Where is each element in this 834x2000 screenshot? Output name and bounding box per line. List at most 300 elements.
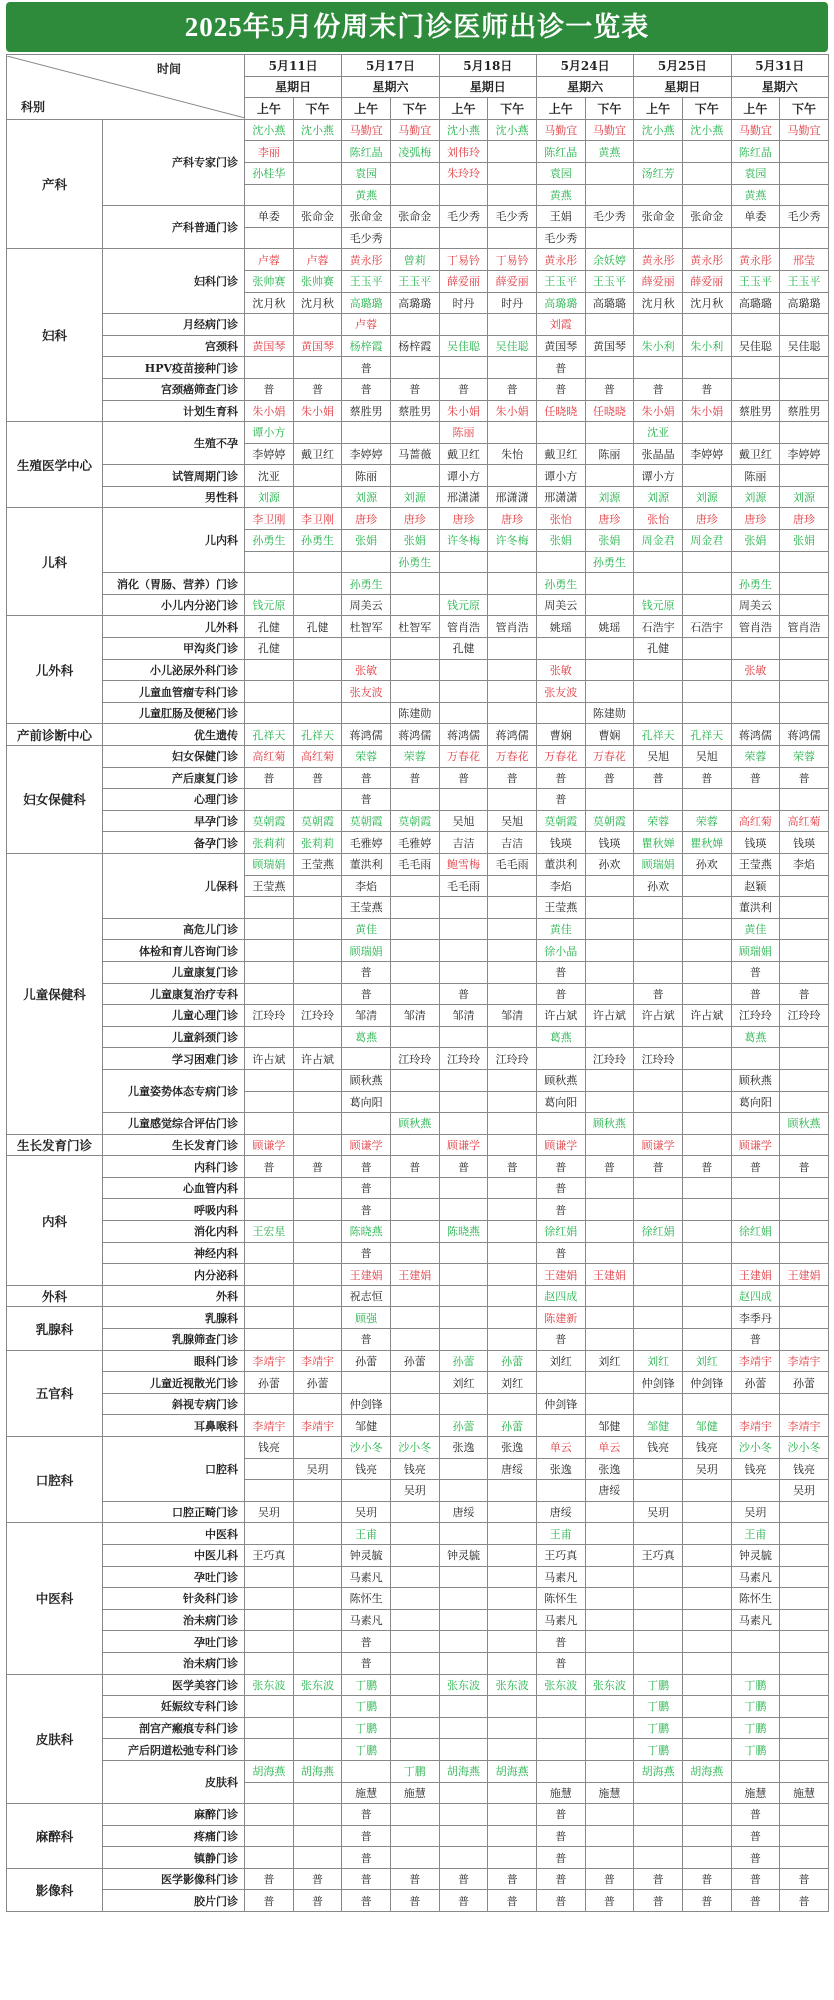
doctor-cell <box>245 1609 294 1631</box>
doctor-cell: 张娟 <box>780 530 829 552</box>
doctor-cell <box>780 1566 829 1588</box>
table-row <box>7 1005 829 1027</box>
doctor-cell: 李焰 <box>536 875 585 897</box>
doctor-cell: 普 <box>634 1868 683 1890</box>
doctor-cell: 丁易钤 <box>488 249 537 271</box>
doctor-cell <box>390 638 439 660</box>
doctor-cell: 谭小方 <box>439 465 488 487</box>
doctor-cell <box>634 940 683 962</box>
doctor-cell: 沈月秋 <box>245 292 294 314</box>
doctor-cell <box>245 1393 294 1415</box>
doctor-cell <box>731 1048 780 1070</box>
table-row <box>7 789 829 811</box>
doctor-cell <box>634 573 683 595</box>
clinic-name: 中医科 <box>103 1523 245 1545</box>
doctor-cell <box>488 1652 537 1674</box>
doctor-cell <box>439 1804 488 1826</box>
doctor-cell: 丁易钤 <box>439 249 488 271</box>
doctor-cell <box>439 1329 488 1351</box>
doctor-cell: 刘红 <box>439 1372 488 1394</box>
doctor-cell: 钱亮 <box>682 1437 731 1459</box>
clinic-name: 治未病门诊 <box>103 1652 245 1674</box>
doctor-cell <box>585 1329 634 1351</box>
doctor-cell: 杜智军 <box>390 616 439 638</box>
doctor-cell <box>731 422 780 444</box>
doctor-cell: 普 <box>293 1868 342 1890</box>
doctor-cell <box>634 227 683 249</box>
doctor-cell: 王玉平 <box>585 270 634 292</box>
doctor-cell <box>390 1415 439 1437</box>
doctor-cell <box>245 573 294 595</box>
doctor-cell <box>293 1782 342 1804</box>
doctor-cell <box>585 681 634 703</box>
doctor-cell: 李婷婷 <box>780 443 829 465</box>
doctor-cell: 吴玥 <box>682 1458 731 1480</box>
header-pm: 下午 <box>390 98 439 120</box>
doctor-cell: 沈小燕 <box>488 119 537 141</box>
doctor-cell <box>682 1177 731 1199</box>
doctor-cell <box>439 573 488 595</box>
doctor-cell: 王玉平 <box>390 270 439 292</box>
doctor-cell <box>245 357 294 379</box>
doctor-cell <box>780 422 829 444</box>
doctor-cell <box>780 1501 829 1523</box>
doctor-cell: 谭小方 <box>245 422 294 444</box>
doctor-cell: 普 <box>390 767 439 789</box>
doctor-cell: 陈建勋 <box>390 702 439 724</box>
doctor-cell: 葛向阳 <box>342 1091 391 1113</box>
doctor-cell: 张命金 <box>293 206 342 228</box>
doctor-cell <box>780 551 829 573</box>
doctor-cell: 邹清 <box>488 1005 537 1027</box>
doctor-cell <box>293 227 342 249</box>
clinic-name: 疼痛门诊 <box>103 1825 245 1847</box>
header-am: 上午 <box>342 98 391 120</box>
clinic-name: 儿童血管瘤专科门诊 <box>103 681 245 703</box>
doctor-cell <box>682 1480 731 1502</box>
doctor-cell: 孔祥天 <box>634 724 683 746</box>
page-title: 2025年5月份周末门诊医师出诊一览表 <box>6 2 828 52</box>
doctor-cell: 周金君 <box>682 530 731 552</box>
doctor-cell: 顾瑞娟 <box>342 940 391 962</box>
doctor-cell: 普 <box>536 961 585 983</box>
table-row <box>7 940 829 962</box>
doctor-cell: 普 <box>731 1868 780 1890</box>
doctor-cell: 时丹 <box>439 292 488 314</box>
doctor-cell: 钟灵毓 <box>731 1544 780 1566</box>
doctor-cell <box>731 789 780 811</box>
doctor-cell: 王建娟 <box>780 1264 829 1286</box>
doctor-cell <box>245 961 294 983</box>
doctor-cell <box>536 1048 585 1070</box>
table-row <box>7 1437 829 1459</box>
doctor-cell <box>293 1264 342 1286</box>
doctor-cell: 荣蓉 <box>342 746 391 768</box>
doctor-cell: 唐珍 <box>682 508 731 530</box>
doctor-cell <box>682 1652 731 1674</box>
doctor-cell <box>634 1523 683 1545</box>
doctor-cell: 管肖浩 <box>780 616 829 638</box>
doctor-cell: 普 <box>585 1890 634 1912</box>
doctor-cell: 普 <box>731 1156 780 1178</box>
doctor-cell <box>682 1501 731 1523</box>
doctor-cell <box>293 1609 342 1631</box>
doctor-cell <box>634 897 683 919</box>
doctor-cell <box>682 1674 731 1696</box>
header-am: 上午 <box>731 98 780 120</box>
doctor-cell <box>293 551 342 573</box>
clinic-name: 优生遗传 <box>103 724 245 746</box>
doctor-cell: 孙蕾 <box>293 1372 342 1394</box>
doctor-cell: 毛少秀 <box>342 227 391 249</box>
doctor-cell: 张逸 <box>439 1437 488 1459</box>
doctor-cell <box>390 1609 439 1631</box>
doctor-cell: 张友波 <box>342 681 391 703</box>
doctor-cell: 张帅赛 <box>245 270 294 292</box>
clinic-name: 眼科门诊 <box>103 1350 245 1372</box>
doctor-cell: 顾秋燕 <box>536 1069 585 1091</box>
doctor-cell <box>439 1631 488 1653</box>
doctor-cell: 毛少秀 <box>488 206 537 228</box>
table-row <box>7 702 829 724</box>
doctor-cell: 薛爱丽 <box>634 270 683 292</box>
doctor-cell: 黄国琴 <box>585 335 634 357</box>
clinic-name: 生长发育门诊 <box>103 1134 245 1156</box>
doctor-cell: 张逸 <box>536 1458 585 1480</box>
header-pm: 下午 <box>780 98 829 120</box>
doctor-cell: 马素凡 <box>731 1609 780 1631</box>
doctor-cell <box>293 162 342 184</box>
doctor-cell <box>390 1739 439 1761</box>
doctor-cell <box>585 357 634 379</box>
doctor-cell <box>780 638 829 660</box>
doctor-cell <box>634 659 683 681</box>
header-pm: 下午 <box>585 98 634 120</box>
doctor-cell <box>682 1329 731 1351</box>
doctor-cell <box>439 1113 488 1135</box>
doctor-cell: 孙蕾 <box>780 1372 829 1394</box>
doctor-cell <box>585 638 634 660</box>
doctor-cell <box>390 1329 439 1351</box>
header-date: 5月24日 <box>536 55 633 77</box>
doctor-cell: 张晶晶 <box>634 443 683 465</box>
doctor-cell: 张东波 <box>245 1674 294 1696</box>
doctor-cell: 蒋鸿儒 <box>731 724 780 746</box>
doctor-cell: 许冬梅 <box>439 530 488 552</box>
doctor-cell <box>780 681 829 703</box>
doctor-cell <box>390 1717 439 1739</box>
doctor-cell: 钱亮 <box>342 1458 391 1480</box>
doctor-cell: 普 <box>245 378 294 400</box>
table-row <box>7 1717 829 1739</box>
doctor-cell <box>682 1134 731 1156</box>
doctor-cell: 顾瑞娟 <box>731 940 780 962</box>
doctor-cell: 朱小娟 <box>682 400 731 422</box>
doctor-cell <box>585 983 634 1005</box>
doctor-cell <box>439 1609 488 1631</box>
table-row <box>7 486 829 508</box>
doctor-cell: 普 <box>536 983 585 1005</box>
doctor-cell: 丁鹏 <box>634 1717 683 1739</box>
doctor-cell: 孙蕾 <box>731 1372 780 1394</box>
doctor-cell: 孔健 <box>439 638 488 660</box>
doctor-cell: 蔡胜男 <box>780 400 829 422</box>
doctor-cell <box>439 314 488 336</box>
doctor-cell <box>439 227 488 249</box>
doctor-cell <box>585 875 634 897</box>
department-name: 乳腺科 <box>7 1307 103 1350</box>
doctor-cell <box>585 1588 634 1610</box>
doctor-cell: 杜智军 <box>342 616 391 638</box>
doctor-cell <box>780 1199 829 1221</box>
doctor-cell: 普 <box>342 789 391 811</box>
doctor-cell: 普 <box>731 767 780 789</box>
doctor-cell <box>390 983 439 1005</box>
doctor-cell <box>682 789 731 811</box>
table-row <box>7 1113 829 1135</box>
clinic-name: 心理门诊 <box>103 789 245 811</box>
doctor-cell <box>245 1847 294 1869</box>
doctor-cell: 丁鹏 <box>731 1696 780 1718</box>
doctor-cell: 周美云 <box>342 594 391 616</box>
doctor-cell: 邹清 <box>342 1005 391 1027</box>
doctor-cell: 吴旭 <box>682 746 731 768</box>
doctor-cell: 普 <box>488 767 537 789</box>
doctor-cell <box>488 1242 537 1264</box>
doctor-cell: 普 <box>342 1631 391 1653</box>
doctor-cell: 普 <box>682 1868 731 1890</box>
schedule-table <box>6 54 829 1912</box>
doctor-cell <box>293 897 342 919</box>
doctor-cell: 朱小利 <box>682 335 731 357</box>
doctor-cell: 石浩宇 <box>682 616 731 638</box>
doctor-cell: 马素凡 <box>536 1566 585 1588</box>
doctor-cell: 孔祥天 <box>245 724 294 746</box>
header-corner <box>7 55 245 120</box>
doctor-cell: 张命金 <box>342 206 391 228</box>
doctor-cell: 戴卫红 <box>439 443 488 465</box>
doctor-cell: 李卫刚 <box>245 508 294 530</box>
table-row <box>7 1631 829 1653</box>
doctor-cell <box>390 573 439 595</box>
doctor-cell: 刘源 <box>780 486 829 508</box>
doctor-cell <box>488 1696 537 1718</box>
doctor-cell: 钟灵毓 <box>439 1544 488 1566</box>
doctor-cell: 张怡 <box>634 508 683 530</box>
header-weekday: 星期六 <box>731 76 828 98</box>
doctor-cell <box>634 1113 683 1135</box>
doctor-cell <box>780 1329 829 1351</box>
table-row <box>7 119 829 141</box>
doctor-cell: 陈怀生 <box>536 1588 585 1610</box>
clinic-name: 高危儿门诊 <box>103 918 245 940</box>
doctor-cell <box>390 594 439 616</box>
doctor-cell: 丁鹏 <box>731 1739 780 1761</box>
doctor-cell: 沙小冬 <box>731 1437 780 1459</box>
doctor-cell <box>536 1717 585 1739</box>
doctor-cell <box>439 961 488 983</box>
doctor-cell <box>293 1847 342 1869</box>
doctor-cell <box>682 1696 731 1718</box>
doctor-cell: 普 <box>536 1825 585 1847</box>
doctor-cell: 普 <box>245 1868 294 1890</box>
doctor-cell <box>293 1091 342 1113</box>
doctor-cell <box>245 1717 294 1739</box>
clinic-name: 乳腺科 <box>103 1307 245 1329</box>
doctor-cell <box>245 659 294 681</box>
doctor-cell: 毛毛雨 <box>390 853 439 875</box>
clinic-name: 儿童肛肠及便秘门诊 <box>103 702 245 724</box>
schedule-body <box>7 55 829 1912</box>
doctor-cell <box>342 1048 391 1070</box>
doctor-cell: 万春花 <box>488 746 537 768</box>
doctor-cell <box>634 1480 683 1502</box>
doctor-cell: 普 <box>634 983 683 1005</box>
table-row <box>7 422 829 444</box>
table-row <box>7 1825 829 1847</box>
doctor-cell: 普 <box>342 1156 391 1178</box>
doctor-cell: 张友波 <box>536 681 585 703</box>
doctor-cell <box>488 1091 537 1113</box>
doctor-cell <box>585 1134 634 1156</box>
doctor-cell <box>634 1782 683 1804</box>
doctor-cell <box>585 1631 634 1653</box>
doctor-cell: 普 <box>342 983 391 1005</box>
doctor-cell <box>390 1069 439 1091</box>
doctor-cell <box>731 378 780 400</box>
doctor-cell <box>488 422 537 444</box>
doctor-cell <box>390 1091 439 1113</box>
doctor-cell <box>390 465 439 487</box>
doctor-cell <box>342 702 391 724</box>
clinic-name: 医学影像科门诊 <box>103 1868 245 1890</box>
doctor-cell: 姚瑶 <box>536 616 585 638</box>
doctor-cell <box>585 940 634 962</box>
doctor-cell <box>245 983 294 1005</box>
doctor-cell <box>780 897 829 919</box>
doctor-cell: 仲剑锋 <box>536 1393 585 1415</box>
doctor-cell: 鲍雪梅 <box>439 853 488 875</box>
doctor-cell <box>293 314 342 336</box>
doctor-cell: 施慧 <box>536 1782 585 1804</box>
doctor-cell <box>390 1566 439 1588</box>
department-name: 口腔科 <box>7 1437 103 1523</box>
doctor-cell <box>439 357 488 379</box>
doctor-cell: 邹健 <box>342 1415 391 1437</box>
doctor-cell <box>439 940 488 962</box>
doctor-cell <box>488 1717 537 1739</box>
doctor-cell: 普 <box>342 1242 391 1264</box>
doctor-cell: 唐绥 <box>585 1480 634 1502</box>
doctor-cell: 钱亮 <box>731 1458 780 1480</box>
doctor-cell: 许占斌 <box>585 1005 634 1027</box>
doctor-cell: 普 <box>536 1847 585 1869</box>
header-weekday: 星期日 <box>245 76 342 98</box>
doctor-cell: 王巧真 <box>634 1544 683 1566</box>
header-date: 5月17日 <box>342 55 439 77</box>
doctor-cell <box>488 1609 537 1631</box>
doctor-cell <box>634 1847 683 1869</box>
doctor-cell <box>245 1091 294 1113</box>
doctor-cell: 董洪利 <box>731 897 780 919</box>
department-name: 中医科 <box>7 1523 103 1674</box>
table-row <box>7 1069 829 1091</box>
doctor-cell <box>390 1523 439 1545</box>
doctor-cell <box>780 162 829 184</box>
doctor-cell <box>780 1588 829 1610</box>
doctor-cell <box>439 1285 488 1307</box>
doctor-cell <box>390 227 439 249</box>
doctor-cell: 任晓晓 <box>536 400 585 422</box>
doctor-cell: 徐红娟 <box>634 1221 683 1243</box>
doctor-cell <box>293 1652 342 1674</box>
doctor-cell: 普 <box>780 767 829 789</box>
doctor-cell: 吴玥 <box>780 1480 829 1502</box>
doctor-cell <box>293 1739 342 1761</box>
doctor-cell: 沙小冬 <box>390 1437 439 1459</box>
doctor-cell <box>245 1285 294 1307</box>
doctor-cell: 赵四成 <box>536 1285 585 1307</box>
clinic-name: 孕吐门诊 <box>103 1631 245 1653</box>
doctor-cell: 普 <box>780 1156 829 1178</box>
doctor-cell: 王建娟 <box>390 1264 439 1286</box>
doctor-cell: 张娟 <box>536 530 585 552</box>
clinic-name: 妇科门诊 <box>103 249 245 314</box>
doctor-cell <box>439 1588 488 1610</box>
doctor-cell <box>488 1739 537 1761</box>
doctor-cell: 马蔷薇 <box>390 443 439 465</box>
doctor-cell: 胡海燕 <box>245 1760 294 1782</box>
doctor-cell <box>682 1717 731 1739</box>
doctor-cell <box>439 1523 488 1545</box>
doctor-cell: 江玲玲 <box>731 1005 780 1027</box>
doctor-cell <box>245 1069 294 1091</box>
doctor-cell <box>780 1393 829 1415</box>
doctor-cell <box>245 1113 294 1135</box>
doctor-cell: 高璐璐 <box>731 292 780 314</box>
doctor-cell <box>780 314 829 336</box>
doctor-cell: 朱小娟 <box>634 400 683 422</box>
doctor-cell: 邹健 <box>634 1415 683 1437</box>
table-row <box>7 1890 829 1912</box>
doctor-cell: 江玲玲 <box>634 1048 683 1070</box>
doctor-cell: 丁鹏 <box>342 1674 391 1696</box>
doctor-cell <box>682 465 731 487</box>
doctor-cell <box>245 551 294 573</box>
doctor-cell <box>245 1739 294 1761</box>
doctor-cell: 丁鹏 <box>634 1739 683 1761</box>
doctor-cell: 钱瑛 <box>731 832 780 854</box>
doctor-cell <box>390 1501 439 1523</box>
doctor-cell <box>585 789 634 811</box>
doctor-cell: 沙小冬 <box>780 1437 829 1459</box>
doctor-cell <box>780 357 829 379</box>
doctor-cell: 普 <box>780 983 829 1005</box>
doctor-cell: 许冬梅 <box>488 530 537 552</box>
clinic-name: 生殖不孕 <box>103 422 245 465</box>
doctor-cell: 张东波 <box>439 1674 488 1696</box>
doctor-cell <box>780 1739 829 1761</box>
doctor-cell: 王巧真 <box>536 1544 585 1566</box>
table-row <box>7 1307 829 1329</box>
doctor-cell: 朱怡 <box>488 443 537 465</box>
header-time-label: 时间 <box>157 61 182 76</box>
doctor-cell: 黄佳 <box>342 918 391 940</box>
doctor-cell <box>682 227 731 249</box>
doctor-cell: 仲剑锋 <box>682 1372 731 1394</box>
doctor-cell <box>245 1696 294 1718</box>
clinic-name: 斜视专病门诊 <box>103 1393 245 1415</box>
